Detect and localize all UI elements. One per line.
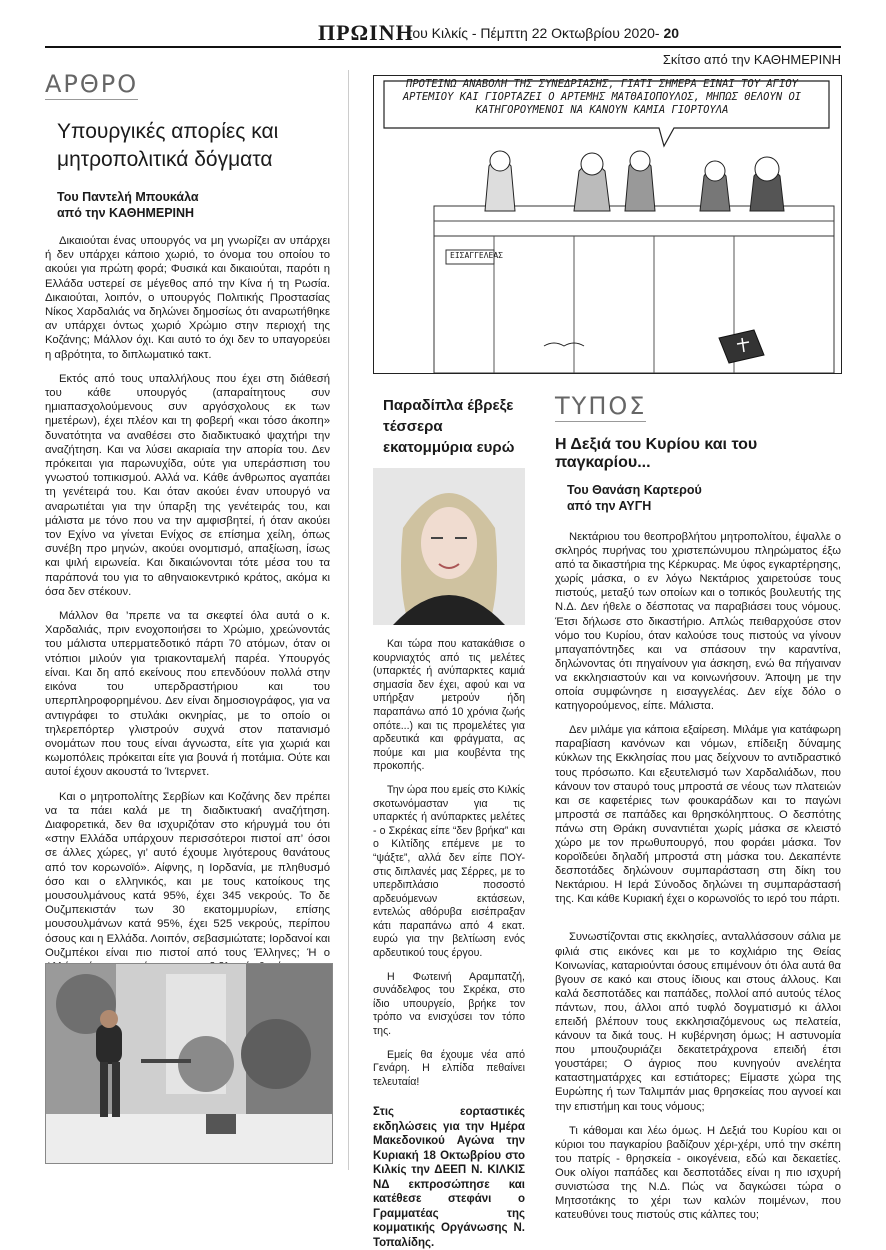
portrait-photo [373, 468, 525, 625]
side-story-column [373, 395, 525, 458]
section-label-typos: ΤΥΠΟΣ [555, 392, 647, 420]
article-byline [57, 189, 330, 221]
byline-source: από την ΚΑΘΗΜΕΡΙΝΗ [57, 206, 195, 220]
article-column [45, 70, 330, 998]
prosecutor-sign: ΕΙΣΑΓΓΕΛΕΑΣ [450, 251, 503, 260]
article-body [45, 234, 330, 988]
cartoon-speech-bubble: ΠΡΟΤΕΙΝΩ ΑΝΑΒΟΛΗ ΤΗΣ ΣΥΝΕΔΡΙΑΣΗΣ, ΓΙΑΤΙ ΣΗΜΕΡΑ ΕΙΝΑΙ ΤΟΥ ΑΓΙΟΥ ΑΡΤΕΜΙΟΥ ΚΑΙ ΓΙΟΡΤΑΖΕΙ Ο ΑΡΤΕΜΗΣ ΜΑΤΘΑΙΟΠΟΥΛΟΣ, ΜΗΠΩΣ ΘΕΛΟΥΝ ΟΙ ΚΑΤΗΓΟΡΟΥΜΕΝΟΙ ΝΑ ΚΑΝΟΥΝ ΚΑΜΙΑ ΓΙΟΡΤΟΥΛΑ [402, 78, 802, 116]
byline-source: από την ΑΥΓΗ [567, 499, 652, 513]
typos-body [555, 530, 841, 1222]
column-divider [348, 70, 349, 1170]
typos-paragraph: Δεν μιλάμε για κάποια εξαίρεση. Μιλάμε για κατάφωρη παραβίαση κανόνων και νόμων, επίδειξη δύναμης κύκλων της Εκκλησίας που μας δείχνουν το αντιδραστικό τους πρόσωπο. Και εξευτελισμό των Χαρδαλιάδων, που κάνουν τον σταυρό τους μπροστά σε νέους των πλατειών και σε καφετέριες των φουκαράδων και το παγώνι μπροστά σε παπάδες και θρησκόληπτους. Ο δεσπότης πάνω στη Θράκη συναντιέται χωρίς μάσκα σε κλειστό χώρο με τον πρωθυπουργό, που φοράει μάσκα. Τον κοροϊδεύει δηλαδή μπροστά στη μάσκα του. Δεκαπέντε δεσποτάδες δηλώνουν συμπαράσταση στη δίκη του Νεκτάριου. Η Ιερά Σύνοδος δηλώνει τη συμπαράστασή της. Και κάθε Κυριακή έχει ο κορωνοϊός το ιερό του πάρτι. [555, 724, 841, 906]
cartoon-credit: Σκίτσο από την ΚΑΘΗΜΕΡΙΝΗ [662, 52, 841, 67]
typos-headline: Η Δεξιά του Κυρίου και του παγκαρίου... [555, 436, 758, 471]
side-story-body [373, 638, 525, 1089]
page-number: 20 [663, 25, 680, 41]
typos-column [555, 392, 841, 1232]
issue-date-text: του Κιλκίς - Πέμπτη 22 Οκτωβρίου 2020- [407, 25, 660, 41]
side-headline: Παραδίπλα έβρεξε τέσσερα εκατομμύρια ευρώ [383, 397, 515, 456]
typos-paragraph: Νεκτάριου του θεοπροβλήτου μητροπολίτου, έψαλλε ο σκληρός πυρήνας του χριστεπώνυμου πληρώματος έξω από τα δικαστήρια της Κέρκυρας. Με ύφος εγκαρτέρησης, χωρίς μάσκα, ο εν λόγω Νεκτάριος χαιρετούσε τους πιστούς, μεταξύ των οποίων και ο τοπικός βουλευτής της Ν.Δ. Δεν ήθελε ο δέσποτας να παραβιάσει τους νόμους. Έτσι δήλωσε στο δικαστήριο. Απλώς πειθαρχούσε στον νόμο του Κυρίου, όταν καλούσε τους πιστούς να γίνουν μπαγαπόντηδες και να σπάσουν την καραντίνα, δηλώνοντας ότι πηγαίνουν για άσκηση, ενώ θα πήγαιναν να εκκλησιαστούν και να κοινωνήσουν. Άποψη με την οποία συμφώνησε η εισαγγελέας. Δεν είχε δόλο ο κατηγορούμενος, είπε. Μάλιστα. [555, 531, 841, 713]
political-cartoon [373, 75, 842, 374]
cartoon-drawing [374, 76, 841, 373]
side-story-body-wrap [373, 638, 525, 1250]
article-paragraph: Εκτός από τους υπαλλήλους που έχει στη διάθεσή του κάθε υπουργός (απαραίτητους συν ημιαπασχολούμενους συν αργόσχολους εκ των ημετέρων), έχει πλέον και τη φοβερή «και τόσο άκοπη» δυνατότητα να αναθέσει στο διαδικτυακό ψαχτήρι την αναζήτηση. Και να λύσει ακαριαία την απορία του. Δεν πρόκειται για παρωνυχίδα, ούτε για υπεράσπιση του γνωστού τοπικισμού. Αλλά να. Κάθε άνθρωπος αγαπάει τη γενέτειρά του. Και όταν ακούει έναν υπουργό να αναρωτιέται για την ύπαρξη της γενέτειράς του, και μάλιστα με τόνο που να την αμφισβητεί, ή όταν ακούει τον Εχίνο να γίνεται Ενίχος σε επίσημα χείλη, όπως συνέβη προ μηνών, ακούει ονομτισμό, απαξίωση, ίσως και ψιλή ειρωνεία. Και δικαιώνονται τότε μέσα του τα παράπονά του για το αθηναιοκεντρικό κράτος, ακόμα κι όσα δεν στέκουν. [45, 372, 330, 598]
newspaper-title: ΠΡΩΙΝΗ [318, 20, 414, 45]
side-paragraph: Η Φωτεινή Αραμπατζή, συνάδελφος του Σκρέκα, στο ίδιο υπουργείο, βρήκε τον τρόπο να ενισχύσει τον τόπο της. [373, 970, 525, 1038]
article-paragraph: Δικαιούται ένας υπουργός να μη γνωρίζει αν υπάρχει ή δεν υπάρχει κάποιο χωριό, το όνομα του οποίου το ακούει για πρώτη φορά; Φυσικά και δικαιούται, παρότι η Ελλάδα υστερεί σε μέγεθος από την Κίνα ή τη Ρωσία. Δικαιούται, λοιπόν, ο υπουργός Πολιτικής Προστασίας Νίκος Χαρδαλιάς να δηλώνει δημοσίως ότι αναρωτήθηκε αν υπάρχει όντως χωριό Χρώμιο στην περιοχή της Κοζάνης; Μάλλον όχι. Και αυτό το όχι δεν το υπαγορεύει η αβρότητα, το διπλωματικό τακτ. [45, 235, 330, 361]
typos-paragraph: Τι κάθομαι και λέω όμως. Η Δεξιά του Κυρίου και οι κύριοι του παγκαρίου βαδίζουν χέρι-χέρι, υπό την σκέπη του πατρίς - θρησκεία - οικογένεια, εδώ και δεκαετίες. Ουκ ολίγοι παπάδες και δεσποτάδες είναι η πιο ισχυρή συνιστώσα της Ν.Δ. Πώς να δαγκώσει τώρα ο Μητσοτάκης το χέρι των καλών ποιμένων, που κατευθύνει τους πιστούς στις κάλπες του; [555, 1124, 841, 1222]
issue-date [407, 25, 679, 41]
byline-author: Του Παντελή Μπουκάλα [57, 190, 199, 204]
portrait-illustration [373, 468, 525, 625]
side-paragraph: Και τώρα που κατακάθισε ο κουρνιαχτός από τις μελέτες (υπαρκτές ή ανύπαρκτες καμιά σημασία δεν έχει, αφού και να υπήρξαν μετρούν ήδη παραπάνω από 10 χρόνια ζωής οπότε...) και τις προμελέτες για αρδευτικά και φράγματα, ας πούμε και μια κουβέντα της προκοπής. [373, 638, 525, 773]
ceremony-note: Στις εορταστικές εκδηλώσεις για την Ημέρα Μακεδονικού Αγώνα την Κυριακή 18 Οκτωβρίου στο Κιλκίς την ΔΕΕΠ Ν. ΚΙΛΚΙΣ ΝΔ εκπροσώπησε και κατέθεσε στεφάνι ο Γραμματέας της κομματικής Οργάνωσης Ν. Τοπαλίδης. [373, 1106, 525, 1249]
byline-author: Του Θανάση Καρτερού [567, 483, 702, 497]
wreath-ceremony-photo [45, 963, 333, 1164]
side-paragraph: Εμείς θα έχουμε νέα από Γενάρη. Η ελπίδα πεθαίνει τελευταία! [373, 1048, 525, 1088]
masthead [45, 20, 841, 48]
side-paragraph: Την ώρα που εμείς στο Κιλκίς σκοτωνόμασταν για τις υπαρκτές ή ανύπαρκτες μελέτες - ο Σκρέκας είπε “δεν βρήκα” και ο Κιλτίδης επέμενε με το “ψάξτε”, αλλά δεν είπε ΠΟΥ- στις διπλανές μας Σέρρες, με το υπερδιπλάσιο ποσοστό αρδευόμενων εκτάσεων, εντελώς αθόρυβα εισέπραξαν κάτι παραπάνω από 4 εκατ. ευρώ για την βελτίωση ενός αρδευτικού τους έργου. [373, 783, 525, 960]
typos-paragraph: Συνωστίζονται στις εκκλησίες, ανταλλάσσουν σάλια με φιλιά στις εικόνες και με το κοχλιάριο της Θείας Κοινωνίας, καταριούνται όσους επιμένουν ότι όλα αυτά θα βγουν σε κακό και στους ίδιους και στους άλλους. Και καλά δεσποτάδες και παπάδες, πολλοί από αυτούς τέλος πάντων, που, άλλοι από τυφλό δογματισμό κι άλλοι επειδή βλέπουν τους εκκλησιαζόμενους ως πελατεία, κάνουν τα δικά τους. Η κυβέρνηση όμως; Η αστυνομία που μπουζουριάζει δεκατετράχρονα επειδή έτσι γουστάρει; Ο άγριος που κυνηγούν ανελέητα καταστηματάρχες και εστιάτορες; Είμαστε χώρα της Ευρώπης ή των Ταλιμπάν μιας θρησκείας που αγνοεί και την επιστήμη και τους νόμους; [555, 931, 841, 1113]
article-paragraph: Μάλλον θα ’πρεπε να τα σκεφτεί όλα αυτά ο κ. Χαρδαλιάς, πριν ενοχοποιήσει το Χρώμιο, χρεώνοντάς του μάλιστα υπερματεδοτικό πάρτι 70 ατόμων, όταν οι ντόπιοι μιλούν για τριακονταμελή παρέα. Υπουργός είναι. Και δη από εκείνους που επενδύουν πολλά στην εικόνα του υπερδραστήριου και του υπερπληροφορημένου. Δεν είναι δημοσιογράφος, για να αντιγράφει το στυλάκι οκνηρίας, με το οποίο οι τηλερεπόρτερ γλιστρούν συχνά στον πατανισμό ονομάτων που τους είναι άγνωστα, είτε για χωριά και κωμοπόλεις πρόκειται είτε για βουνά ή ποτάμια. Ούτε και αυτοί έχουν ακουστά το Ίντερνετ. [45, 610, 330, 779]
article-headline: Υπουργικές απορίες και μητροπολιτικά δόγματα [57, 120, 279, 171]
section-label-arthro: ΑΡΘΡΟ [45, 70, 139, 98]
photo-illustration [46, 964, 332, 1163]
article-paragraph: Και ο μητροπολίτης Σερβίων και Κοζάνης δεν πρέπει να τα πάει καλά με τη διαδικτυακή αναζήτηση. Διαφορετικά, δεν θα ισχυριζόταν στο κήρυγμά του ότι «στην Ελλάδα υπάρχουν περισσότεροι πιστοί απ’ όσοι σε άλλες χώρες, γι’ αυτό έχουμε λιγότερους θανάτους από τον κορωνοϊό». Αίφνης, η Ιορδανία, με πληθυσμό όσο και ο ελληνικός, και με τους κατοίκους της μουσουλμάνους κατά 95%, έχει 345 νεκρούς. Το δε Ουζμπεκιστάν των 30 εκατομμυρίων, επίσης μουσουλμάνων κατά 95%, έχει 525 νεκρούς, περίπου όσους και η Ελλάδα. Λοιπόν, σεβασμιώτατε; Ιορδανοί και Ουζμπέκοι είναι πιο πιστοί από τους Έλληνες; Ή ο [45, 790, 330, 959]
typos-byline [567, 482, 841, 514]
